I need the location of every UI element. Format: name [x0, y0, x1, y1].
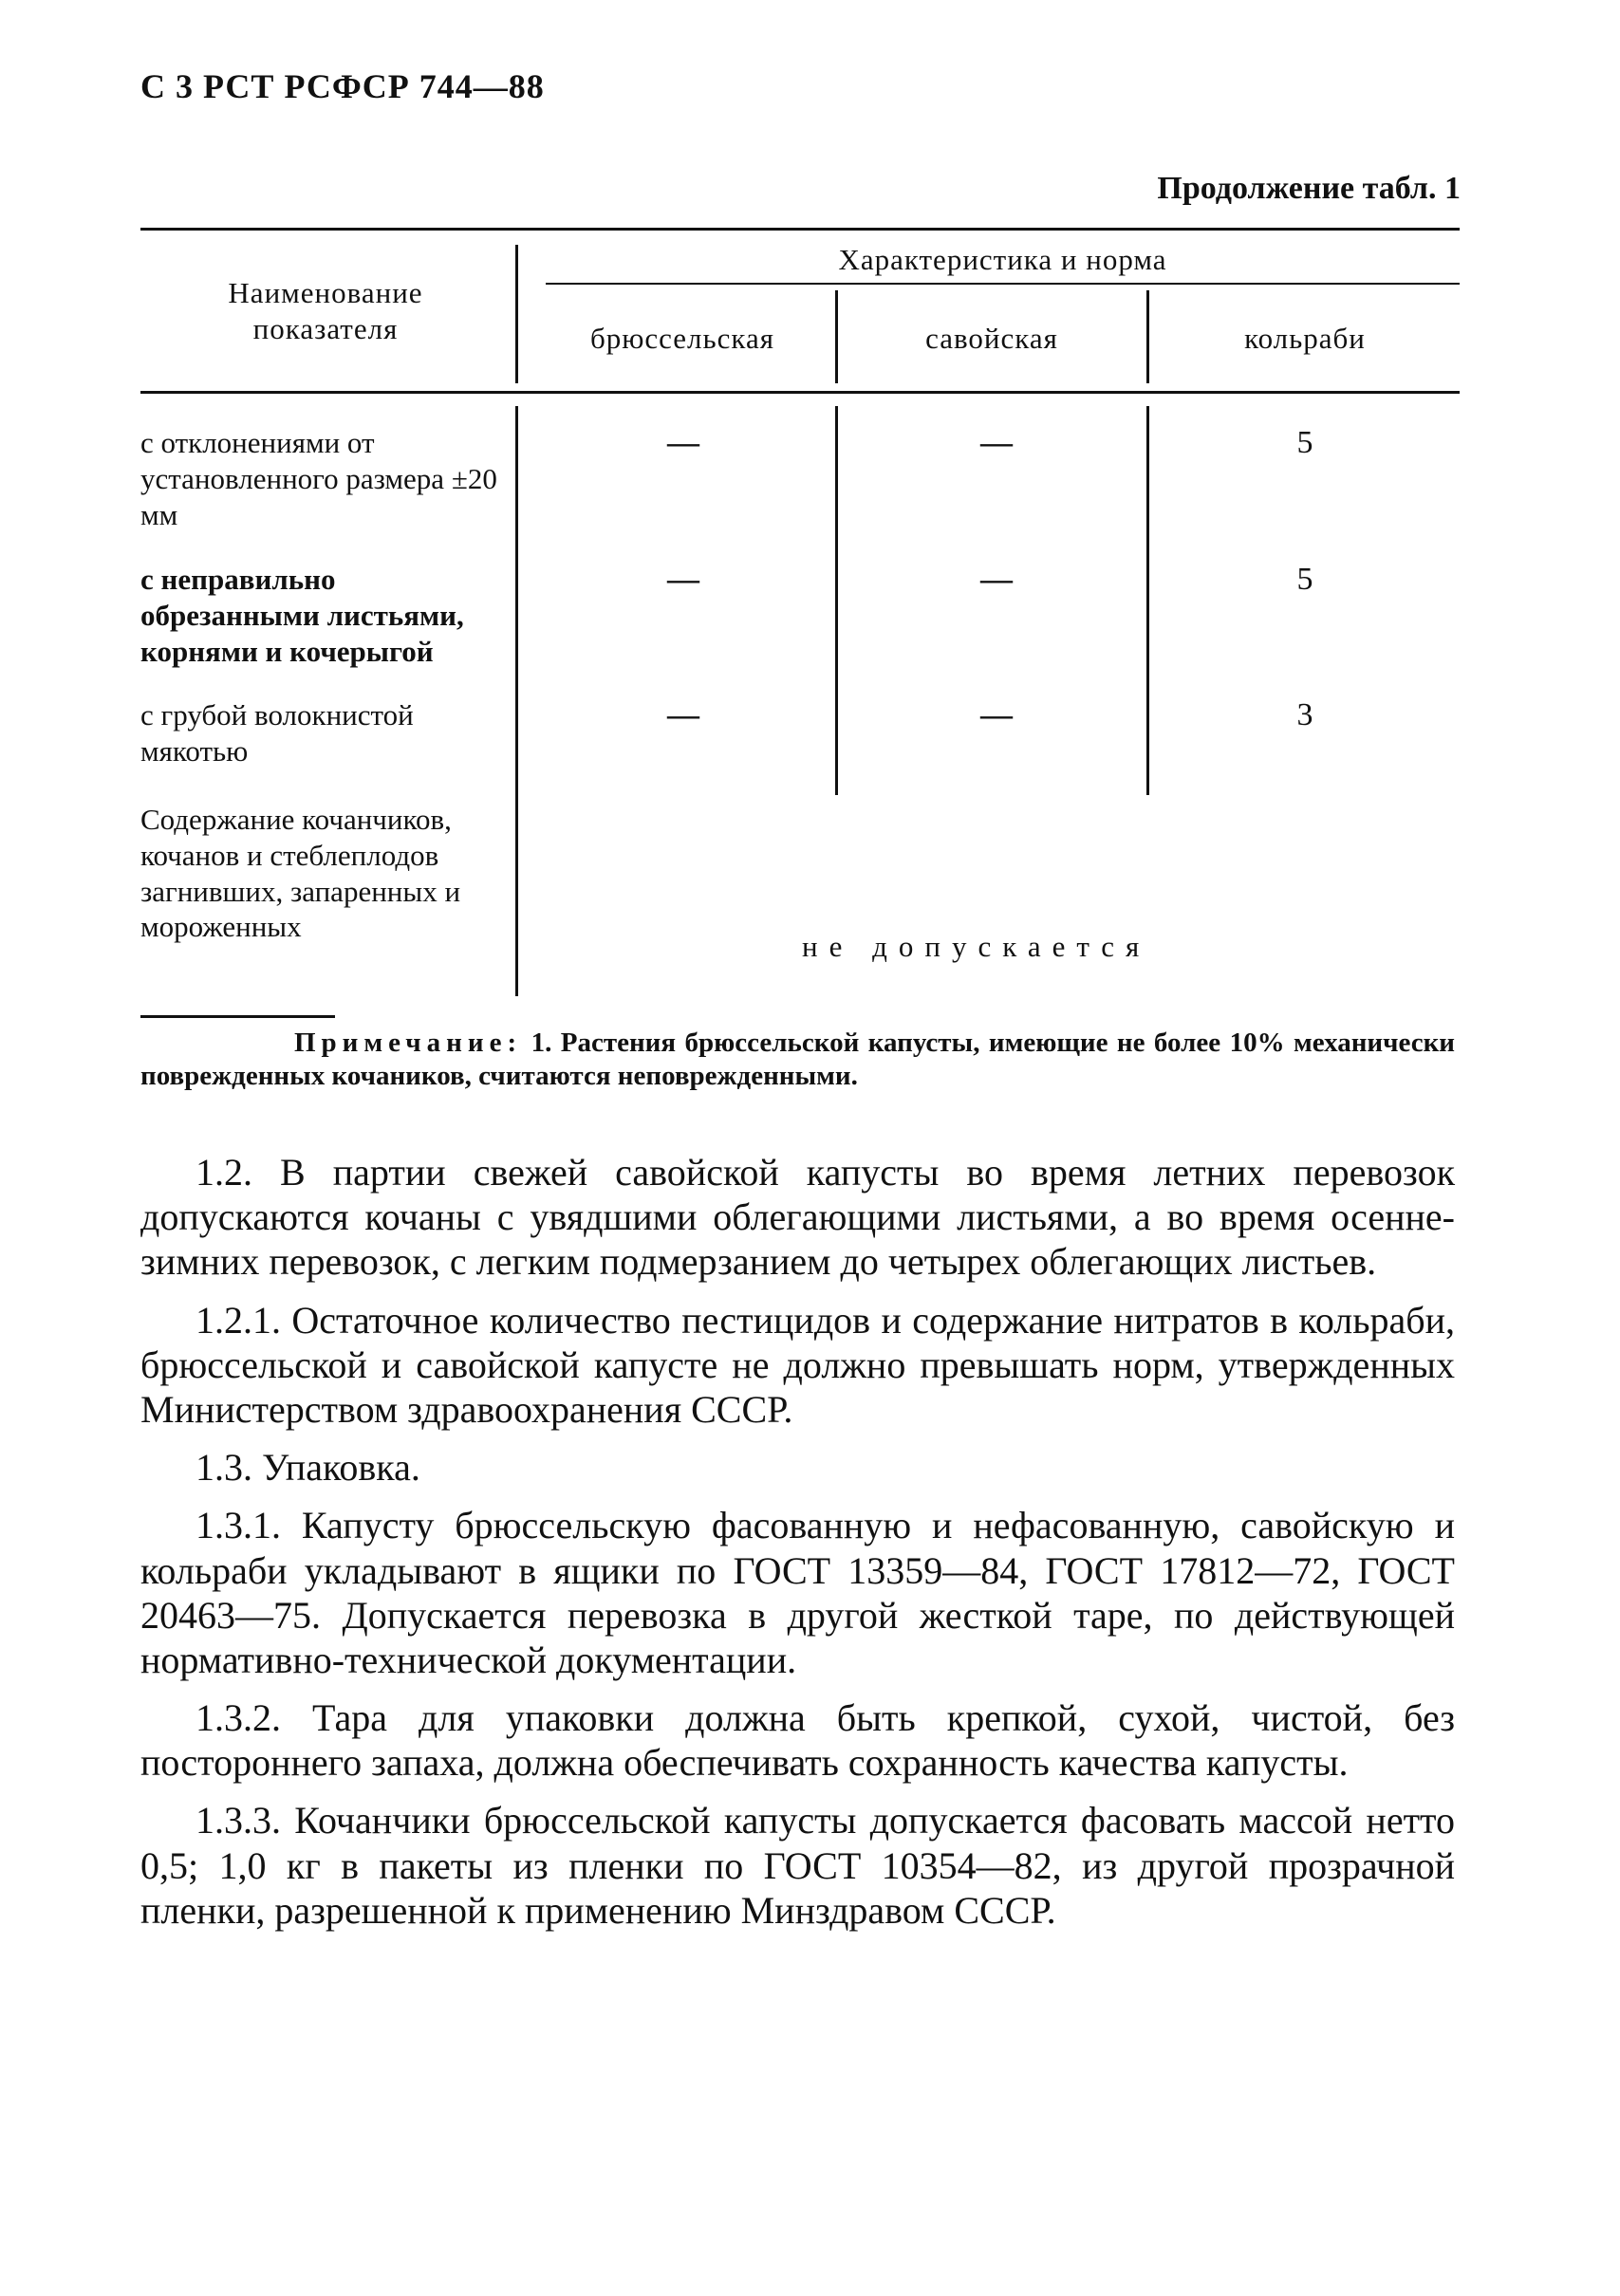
table-bottom-rule: [140, 1015, 335, 1018]
note-text: 1. Растения брюссельской капусты, имеющие не более 10% механически поврежденных кочаников, считаются неповрежденными.: [140, 1028, 1455, 1091]
col-divider-3-body: [1146, 406, 1149, 795]
paragraph-1-2: 1.2. В партии свежей савойской капусты во время летних перевозок допускаются кочаны с увядшими облегающими листьями, а во время осенне-зимних перевозок, с легким подмерзанием до четырех облегающих листьев.: [140, 1151, 1455, 1284]
body-text: [140, 1150, 1455, 1946]
page-header: С 3 РСТ РСФСР 744—88: [140, 67, 545, 105]
paragraph-1-2-1: 1.2.1. Остаточное количество пестицидов и содержание нитратов в кольраби, брюссельской и савойской капусте не должно превышать норм, утвержденных Министерством здравоохранения СССР.: [140, 1298, 1455, 1431]
col-name-header: Наименование показателя: [228, 276, 423, 345]
merged-cell-not-allowed: не допускается: [802, 930, 1151, 963]
col-divider-2: [835, 290, 838, 383]
cell-r3-brussels: —: [667, 697, 699, 732]
col-header-savoy: савойская: [925, 322, 1058, 355]
col-header-kohlrabi: кольраби: [1244, 322, 1366, 355]
row-label-improperly-trimmed: [140, 562, 511, 669]
group-header: Характеристика и норма: [838, 243, 1167, 276]
group-header-rule: [546, 283, 1460, 285]
note-label: Примечание:: [294, 1028, 523, 1058]
paragraph-1-3-3: 1.3.3. Кочанчики брюссельской капусты допускается фасовать массой нетто 0,5; 1,0 кг в пакеты из пленки по ГОСТ 10354—82, из другой прозрачной пленки, разрешенной к применению Минздравом СССР.: [140, 1799, 1455, 1932]
row-label-coarse-fiber: с грубой волокнистой мякотью: [140, 698, 414, 768]
cell-r1-brussels: —: [667, 425, 699, 460]
row-label-text: с неправильно обрезанными листьями, корнями и кочерыгой: [140, 563, 464, 668]
col-header-brussels: брюссельская: [589, 322, 775, 355]
paragraph-1-3-2: 1.3.2. Тара для упаковки должна быть крепкой, сухой, чистой, без постороннего запаха, должна обеспечивать сохранность качества капусты.: [140, 1696, 1455, 1785]
paragraph-1-3: 1.3. Упаковка.: [196, 1446, 420, 1490]
col-divider-2-body: [835, 406, 838, 795]
table-note: [140, 1027, 1455, 1093]
cell-r2-savoy: —: [980, 562, 1013, 597]
row-label-rotten-content: Содержание кочанчиков, кочанов и стеблеплодов загнивших, запаренных и мороженных: [140, 803, 461, 944]
col-divider-1: [515, 245, 518, 383]
cell-r3-kohlrabi: 3: [1296, 697, 1313, 732]
table-top-rule: [140, 228, 1460, 231]
table-caption: Продолжение табл. 1: [1157, 171, 1461, 206]
row-label-size-deviation: с отклонениями от установленного размера ±20 мм: [140, 426, 497, 531]
cell-r1-kohlrabi: 5: [1296, 425, 1313, 460]
header-bottom-rule: [140, 391, 1460, 394]
col-divider-3: [1146, 290, 1149, 383]
col-divider-1-body: [515, 406, 518, 996]
paragraph-1-3-1: 1.3.1. Капусту брюссельскую фасованную и нефасованную, савойскую и кольраби укладывают в ящики по ГОСТ 13359—84, ГОСТ 17812—72, ГОСТ 20463—75. Допускается перевозка в другой жесткой таре, по действующей нормативно-технической документации.: [140, 1504, 1455, 1681]
cell-r2-brussels: —: [667, 562, 699, 597]
cell-r1-savoy: —: [980, 425, 1013, 460]
cell-r3-savoy: —: [980, 697, 1013, 732]
cell-r2-kohlrabi: 5: [1296, 562, 1313, 597]
